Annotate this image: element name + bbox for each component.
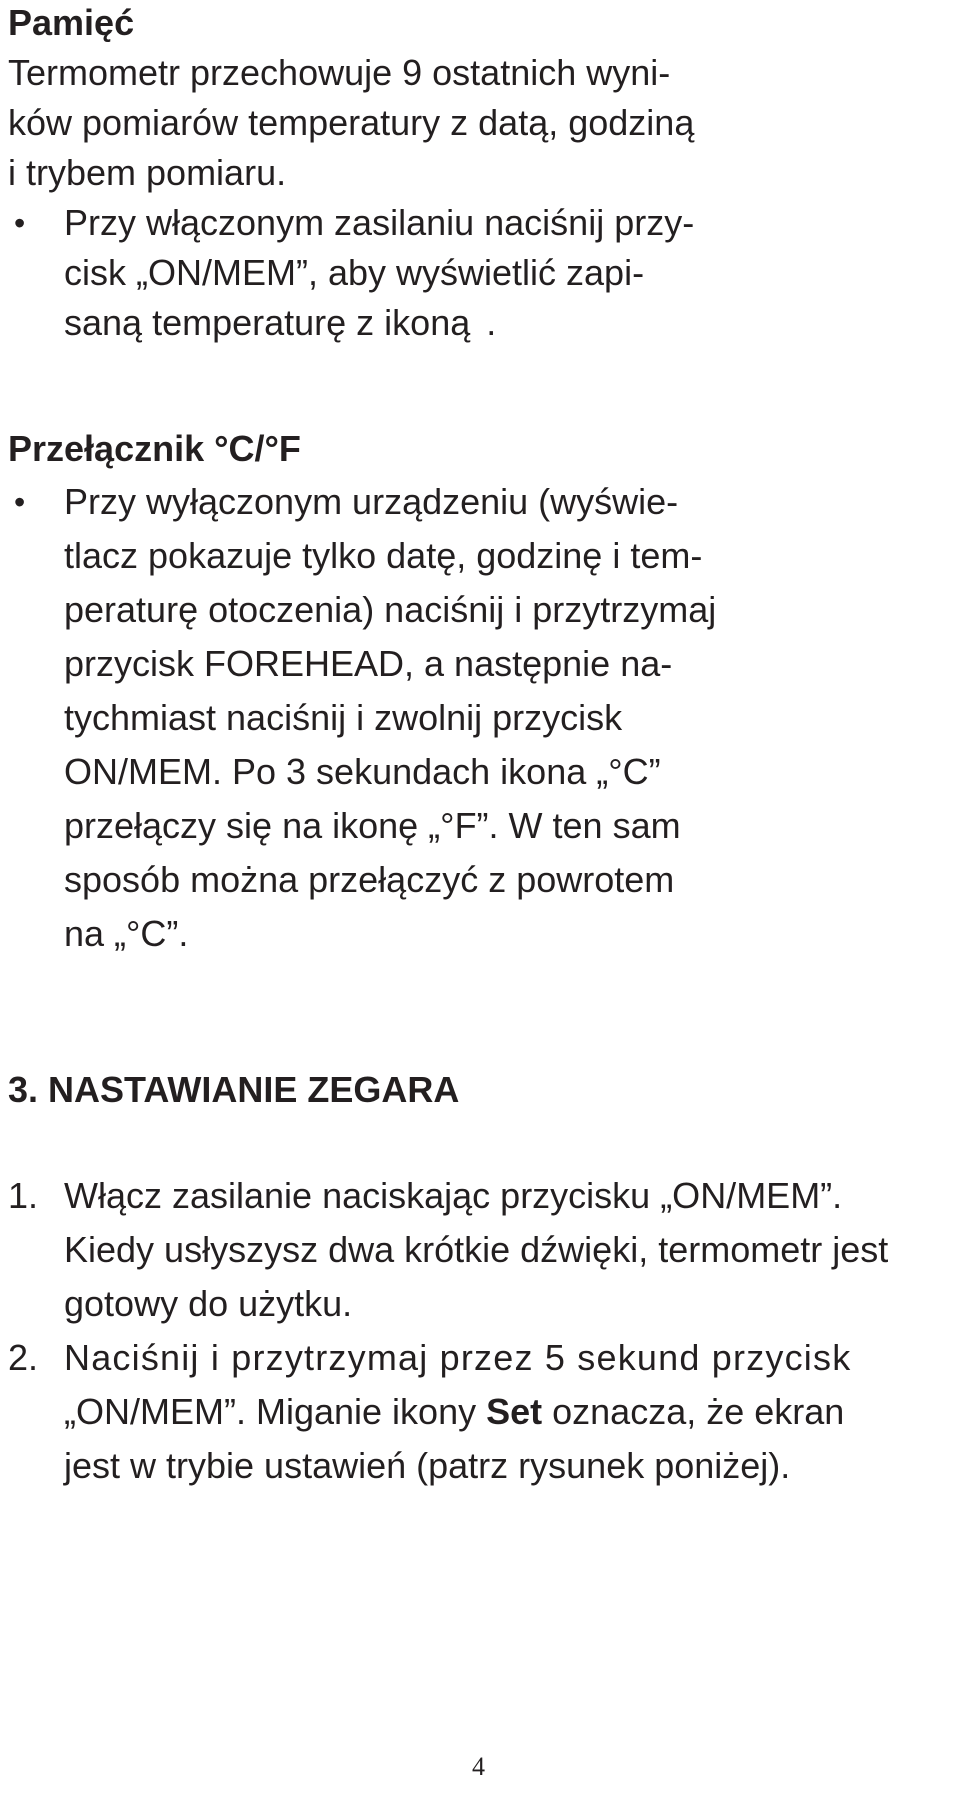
switch-bullet-line: ON/MEM. Po 3 sekundach ikona „°C”: [64, 751, 661, 792]
step1-line: Włącz zasilanie naciskając przycisku „ON/MEM”.: [64, 1175, 843, 1216]
step2-text-after: oznacza, że ekran: [542, 1391, 845, 1432]
memory-text-line: ków pomiarów temperatury z datą, godziną: [8, 102, 695, 143]
switch-bullet-line: sposób można przełączyć z powrotem: [64, 859, 675, 900]
memory-bullet-line: cisk „ON/MEM”, aby wyświetlić zapi-: [64, 252, 645, 293]
memory-bullet-text: saną temperaturę z ikoną: [64, 302, 471, 343]
set-keyword: Set: [486, 1391, 543, 1432]
memory-icon: [470, 334, 486, 335]
switch-bullet-line: na „°C”.: [64, 913, 189, 954]
step1-line: Kiedy usłyszysz dwa krótkie dźwięki, termometr jest: [64, 1229, 889, 1270]
bullet-dot: •: [14, 484, 26, 520]
step2-line: Naciśnij i przytrzymaj przez 5 sekund przycisk: [64, 1337, 852, 1378]
memory-heading: Pamięć: [8, 2, 135, 43]
step2-line: jest w trybie ustawień (patrz rysunek poniżej).: [64, 1445, 791, 1486]
switch-bullet-line: przełączy się na ikonę „°F”. W ten sam: [64, 805, 681, 846]
step2-line-2: [64, 1391, 844, 1433]
switch-bullet-line: peraturę otoczenia) naciśnij i przytrzymaj: [64, 589, 717, 630]
memory-text-line: i trybem pomiaru.: [8, 152, 287, 193]
step1-line: gotowy do użytku.: [64, 1283, 353, 1324]
step2-text-before: „ON/MEM”. Miganie ikony: [64, 1391, 487, 1432]
switch-bullet-line: tlacz pokazuje tylko datę, godzinę i tem-: [64, 535, 703, 576]
page-number: 4: [472, 1752, 485, 1781]
memory-bullet-line-3: [64, 302, 496, 344]
memory-bullet-period: .: [486, 302, 497, 343]
clock-heading: 3. NASTAWIANIE ZEGARA: [8, 1069, 460, 1110]
step-number: 2.: [8, 1337, 39, 1378]
memory-bullet-line: Przy włączonym zasilaniu naciśnij przy-: [64, 202, 695, 243]
switch-bullet-line: tychmiast naciśnij i zwolnij przycisk: [64, 697, 623, 738]
step-number: 1.: [8, 1175, 39, 1216]
switch-bullet-line: przycisk FOREHEAD, a następnie na-: [64, 643, 673, 684]
bullet-dot: •: [14, 205, 26, 241]
memory-text-line: Termometr przechowuje 9 ostatnich wyni-: [8, 52, 671, 93]
switch-bullet-line: Przy wyłączonym urządzeniu (wyświe-: [64, 481, 679, 522]
switch-heading: Przełącznik °C/°F: [8, 428, 301, 469]
